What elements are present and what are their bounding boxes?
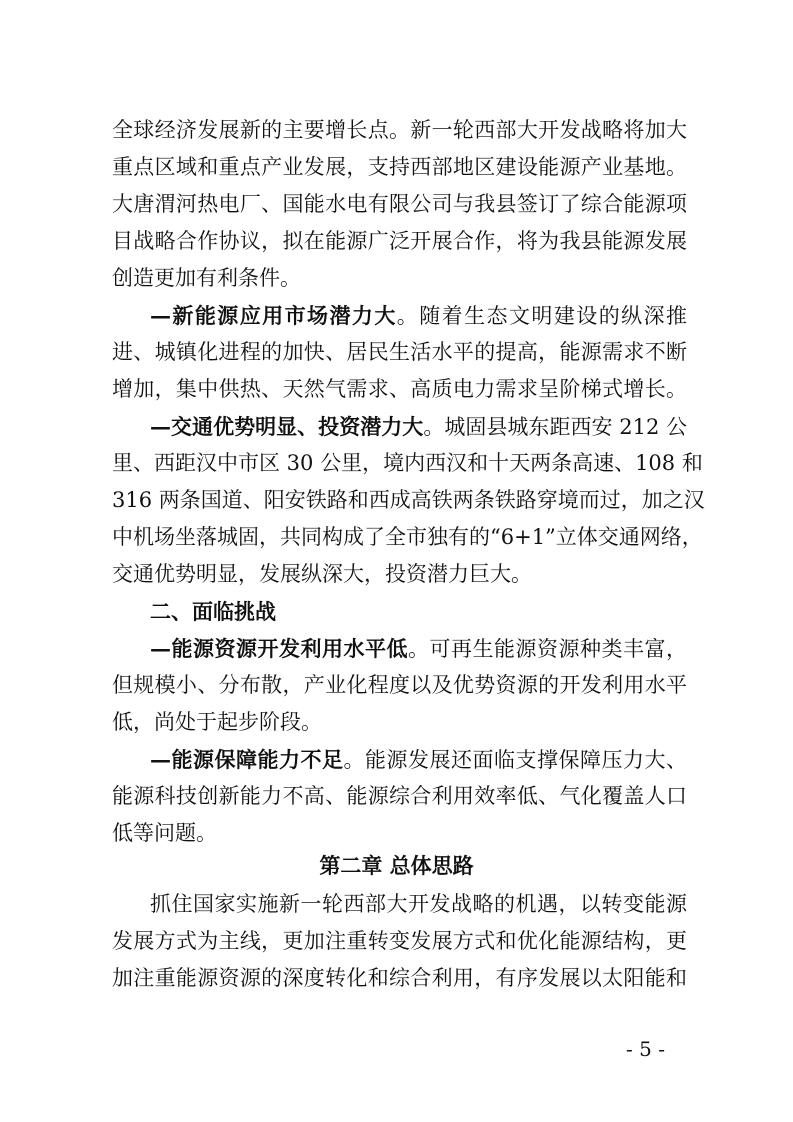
- run-in-heading: —能源资源开发利用水平低: [150, 636, 408, 661]
- body-line: 大唐渭河热电厂、国能水电有限公司与我县签订了综合能源项: [112, 192, 687, 216]
- body-line: 创造更加有利条件。: [112, 266, 301, 290]
- body-line: 316 两条国道、阳安铁路和西成高铁两条铁路穿境而过，加之汉: [112, 488, 705, 512]
- body-text: 。能源发展还面临支撑保障压力大、: [343, 748, 687, 772]
- body-line: 能源科技创新能力不高、能源综合利用效率低、气化覆盖人口: [112, 784, 687, 808]
- paragraph-first-line: [150, 416, 687, 438]
- body-line: 全球经济发展新的主要增长点。新一轮西部大开发战略将加大: [112, 118, 687, 142]
- body-line: 发展方式为主线，更加注重转变发展方式和优化能源结构，更: [112, 929, 687, 953]
- body-line: 低，尚处于起步阶段。: [112, 710, 322, 734]
- run-in-heading: —能源保障能力不足: [150, 747, 344, 772]
- chapter-title: 第二章 总体思路: [319, 853, 474, 878]
- body-line: 里、西距汉中市区 30 公里，境内西汉和十天两条高速、108 和: [112, 451, 703, 475]
- body-line: 低等问题。: [112, 821, 217, 845]
- body-line: 增加，集中供热、天然气需求、高质电力需求呈阶梯式增长。: [112, 377, 687, 401]
- paragraph-first-line: [150, 749, 687, 771]
- paragraph-first-line: [150, 305, 687, 327]
- page-number: - 5 -: [626, 1037, 665, 1061]
- body-line: 重点区域和重点产业发展，支持西部地区建设能源产业基地。: [112, 155, 687, 179]
- body-line: 交通优势明显，发展纵深大，投资潜力巨大。: [112, 562, 532, 586]
- body-line: 中机场坐落城固，共同构成了全市独有的“6+1”立体交通网络，: [112, 525, 703, 549]
- body-line: 但规模小、分布散，产业化程度以及优势资源的开发利用水平: [112, 673, 687, 697]
- body-text: 。城固县城东距西安 212 公: [423, 415, 688, 439]
- body-text: 。可再生能源资源种类丰富，: [408, 637, 687, 661]
- body-text: 。随着生态文明建设的纵深推: [396, 304, 688, 328]
- paragraph-first-line: [150, 638, 687, 660]
- section-heading: 二、面临挑战: [150, 599, 276, 624]
- body-line: 进、城镇化进程的加快、居民生活水平的提高，能源需求不断: [112, 340, 687, 364]
- paragraph-first-line: 抓住国家实施新一轮西部大开发战略的机遇，以转变能源: [150, 892, 687, 916]
- run-in-heading: —交通优势明显、投资潜力大: [150, 414, 424, 439]
- body-line: 加注重能源资源的深度转化和综合利用，有序发展以太阳能和: [112, 966, 687, 990]
- run-in-heading: —新能源应用市场潜力大: [150, 303, 397, 328]
- body-line: 目战略合作协议，拟在能源广泛开展合作，将为我县能源发展: [112, 229, 687, 253]
